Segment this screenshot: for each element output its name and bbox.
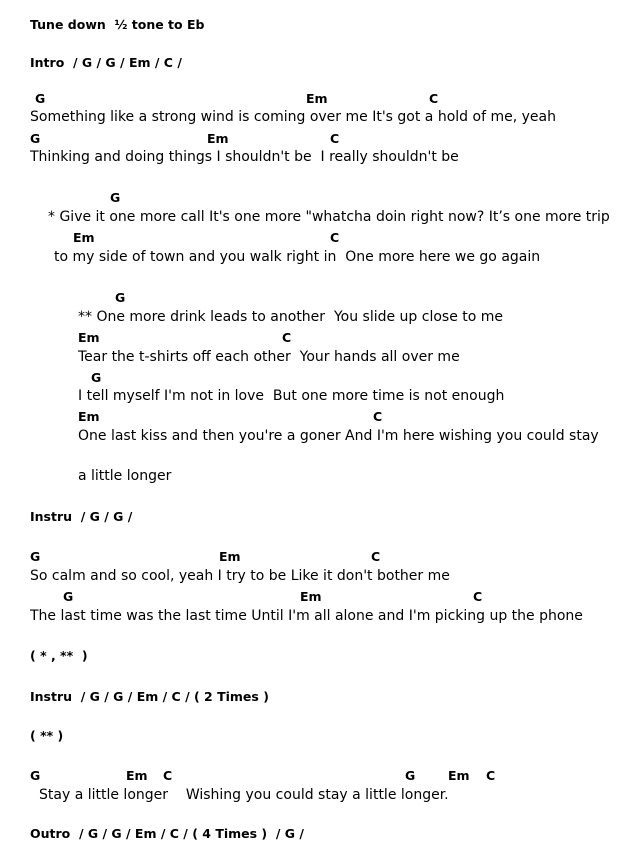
chord: Em (78, 330, 100, 345)
chord: G (115, 290, 126, 305)
repeat-marker: ( ** ) (30, 728, 64, 743)
lyric-line: a little longer (78, 468, 172, 484)
chord: Em (126, 768, 148, 783)
chord: Em (207, 131, 229, 146)
chord: Em (73, 230, 95, 245)
repeat-marker: ( * , ** ) (30, 648, 88, 663)
lyric-line: to my side of town and you walk right in One more here we go again (54, 249, 541, 265)
chord: Em (219, 549, 241, 564)
chord: G (30, 131, 41, 146)
chord: G (30, 768, 41, 783)
chord: C (163, 768, 173, 783)
chord: G (91, 370, 102, 385)
chord: G (405, 768, 416, 783)
lyric-line: Thinking and doing things I shouldn't be I really shouldn't be (30, 149, 459, 165)
chord: C (473, 589, 483, 604)
tuning-note: Tune down ½ tone to Eb (30, 17, 205, 32)
chord: C (330, 131, 340, 146)
lyric-line: So calm and so cool, yeah I try to be Like it don't bother me (30, 568, 450, 584)
chord: Em (78, 409, 100, 424)
chord: C (429, 91, 439, 106)
chord: C (282, 330, 292, 345)
lyric-line: I tell myself I'm not in love But one more time is not enough (78, 388, 505, 404)
instrumental-chords: Instru / G / G / Em / C / ( 2 Times ) (30, 689, 269, 704)
lyric-line: One last kiss and then you're a goner And I'm here wishing you could stay (78, 428, 599, 444)
chord: C (371, 549, 381, 564)
chord: Em (306, 91, 328, 106)
instrumental-chords: Instru / G / G / (30, 509, 133, 524)
outro-chords: Outro / G / G / Em / C / ( 4 Times ) / G / (30, 826, 304, 841)
chord: G (30, 549, 41, 564)
chord: Em (448, 768, 470, 783)
lyric-line: Tear the t-shirts off each other Your hands all over me (78, 349, 460, 365)
chord: G (110, 190, 121, 205)
intro-chords: Intro / G / G / Em / C / (30, 55, 182, 70)
chord: C (330, 230, 340, 245)
lyric-line: ** One more drink leads to another You slide up close to me (78, 309, 504, 325)
lyric-line: * Give it one more call It's one more "whatcha doin right now? It’s one more trip (48, 209, 610, 225)
lyric-line: Stay a little longer Wishing you could stay a little longer. (39, 787, 449, 803)
chord: G (35, 91, 46, 106)
chord: Em (300, 589, 322, 604)
chord: G (63, 589, 74, 604)
lyric-line: Something like a strong wind is coming over me It's got a hold of me, yeah (30, 109, 556, 125)
chord: C (373, 409, 383, 424)
chord: C (486, 768, 496, 783)
lyric-line: The last time was the last time Until I'm all alone and I'm picking up the phone (30, 608, 583, 624)
